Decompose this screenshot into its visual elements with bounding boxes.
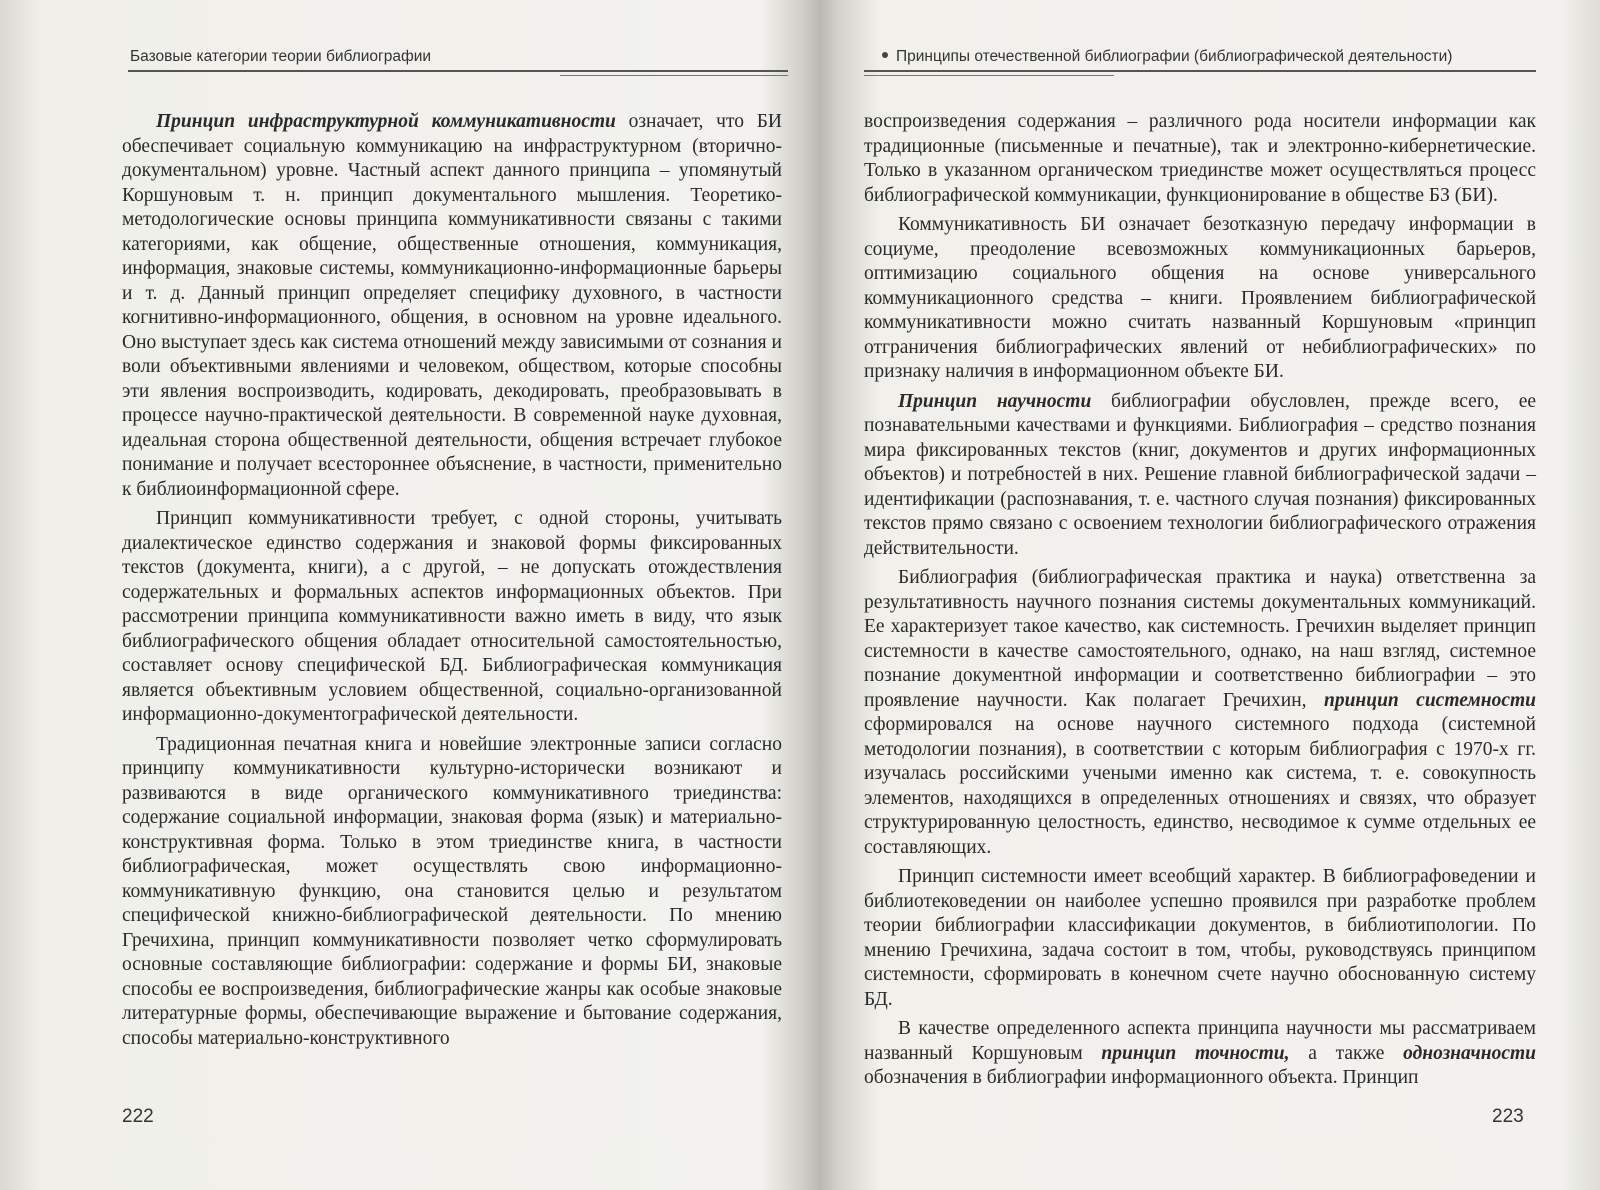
left-header-rule-thin [560,75,788,76]
left-page-text [122,110,782,1056]
left-running-head: Базовые категории теории библиографии [130,48,432,65]
term-science-principle: Принцип научности [898,390,1092,412]
left-paragraph-1: Принцип инфраструктурной коммуникативности означает, что БИ обеспечивает социальную коммуникацию на инфраструктурном (вторично-документальном) уровне. Частный аспект данного принципа – упомянутый Коршуновым т. н. принцип документального мышления. Теоретико-методологические основы принципа коммуникативности связаны с такими категориями, как общение, общественные отношения, коммуникация, информация, знаковые системы, коммуникационно-информационные барьеры и т. д. Данный принцип определяет специфику духовного, в частности когнитивно-информационного, общения, в основном на уровне идеального. Оно выступает здесь как система отношений между зависимыми от сознания и воли объективными явлениями и человеком, обществом, которые способны эти явления воспроизводить, кодировать, декодировать, преобразовывать в процессе научно-практической деятельности. В современной науке духовная, идеальная сторона общественной деятельности, общения встречает глубокое понимание и получает всестороннее объяснение, в частности, применительно к библиоинформационной сфере. [122,111,782,500]
right-header-rule-thin [864,75,1114,76]
bullet-icon [882,52,888,58]
right-page-text [864,110,1536,1096]
left-header-rule [128,70,788,72]
term-system-principle: принцип системности [1323,689,1537,711]
right-paragraph-1: воспроизведения содержания – различного рода носители информации как традиционные (письменные и печатные), так и электронно-кибернетические. Только в указанном органическом триединстве может осуществляться процесс библиографической коммуникации, функционирование в обществе БЗ (БИ). [864,111,1536,206]
right-paragraph-3: Принцип научности библиографии обусловлен, прежде всего, ее познавательными качествами и функциями. Библиография – средство познания мира фиксированных текстов (книг, документов и других информационных объектов) и потребностей в них. Решение главной библиографической задачи – идентификации (распознавания, т. е. частного случая познания) фиксированных текстов прямо связано с освоением технологии библиографического отражения действительности. [864,390,1537,559]
right-paragraph-2: Коммуникативность БИ означает безотказную передачу информации в социуме, преодоление всевозможных коммуникационных барьеров, оптимизацию социального общения на основе универсального коммуникационного средства – книги. Проявлением библиографической коммуникативности можно считать названный Коршуновым «принцип отграничения библиографических явлений от небиблиографических» по признаку наличия в информационном объекте БИ. [864,214,1536,382]
right-running-head: Принципы отечественной библиографии (библиографической деятельности) [882,48,1452,66]
right-header-rule [864,70,1536,72]
term-accuracy-principle: принцип точности, [1101,1042,1290,1064]
right-paragraph-4: Библиография (библиографическая практика и наука) ответственна за результативность научного познания системы документальных коммуникаций. Ее характеризует такое качество, как системность. Гречихин выделяет принцип системности в качестве самостоятельного, однако, на наш взгляд, системное познание документной информации и соответственно библиографии – это проявление научности. Как полагает Гречихин, принцип системности сформировался на основе научного системного подхода (системной методологии познания), в соответствии с которым библиография с 1970-х гг. изучалась российскими учеными именно как система, т. е. совокупность элементов, находящихся в определенных отношениях и связях, что образует структурированную целостность, единство, несводимое к сумме отдельных ее составляющих. [864,567,1537,858]
left-paragraph-3: Традиционная печатная книга и новейшие электронные записи согласно принципу коммуникативности культурно-исторически возникают и развиваются в виде органического коммуникативного триединства: содержание социальной информации, знаковая форма (язык) и материально-конструктивная форма. Только в этом триединстве книга, в частности библиографическая, может осуществлять свою информационно-коммуникативную функцию, она становится целью и результатом специфической книжно-библиографической деятельности. По мнению Гречихина, принцип коммуникативности позволяет четко сформулировать основные составляющие библиографии: содержание и формы БИ, знаковые способы ее воспроизведения, библиографические жанры как особые знаковые литературные формы, обеспечивающие выражение и бытование содержания, способы материально-конструктивного [122,733,782,1049]
right-page [820,0,1600,1190]
term-unambiguity: однозначности [1403,1042,1536,1064]
right-paragraph-5: Принцип системности имеет всеобщий характер. В библиографоведении и библиотековедении он наиболее успешно проявился при разработке проблем теории библиографии классификации документов, в библиотипологии. По мнению Гречихина, задача состоит в том, чтобы, руководствуясь принципом системности, сформировать в конечном счете научно обоснованную систему БД. [864,866,1536,1010]
right-paragraph-6: В качестве определенного аспекта принципа научности мы рассматриваем названный Коршуновым принцип точности, а также однозначности обозначения в библиографии информационного объекта. Принцип [864,1018,1536,1088]
left-page-number: 222 [122,1106,154,1127]
right-page-number: 223 [1492,1106,1524,1127]
left-paragraph-2: Принцип коммуникативности требует, с одной стороны, учитывать диалектическое единство содержания и знаковой формы фиксированных текстов (документа, книги), а с другой, – не допускать отождествления содержательных и формальных аспектов информационных объектов. При рассмотрении принципа коммуникативности важно иметь в виду, что язык библиографического общения обладает относительной самостоятельностью, составляет основу специфической БД. Библиографическая коммуникация является объективным условием общественной, социально-организованной информационно-документографической деятельности. [122,508,782,725]
term-infrastructure-principle: Принцип инфраструктурной коммуникативности [156,111,616,132]
